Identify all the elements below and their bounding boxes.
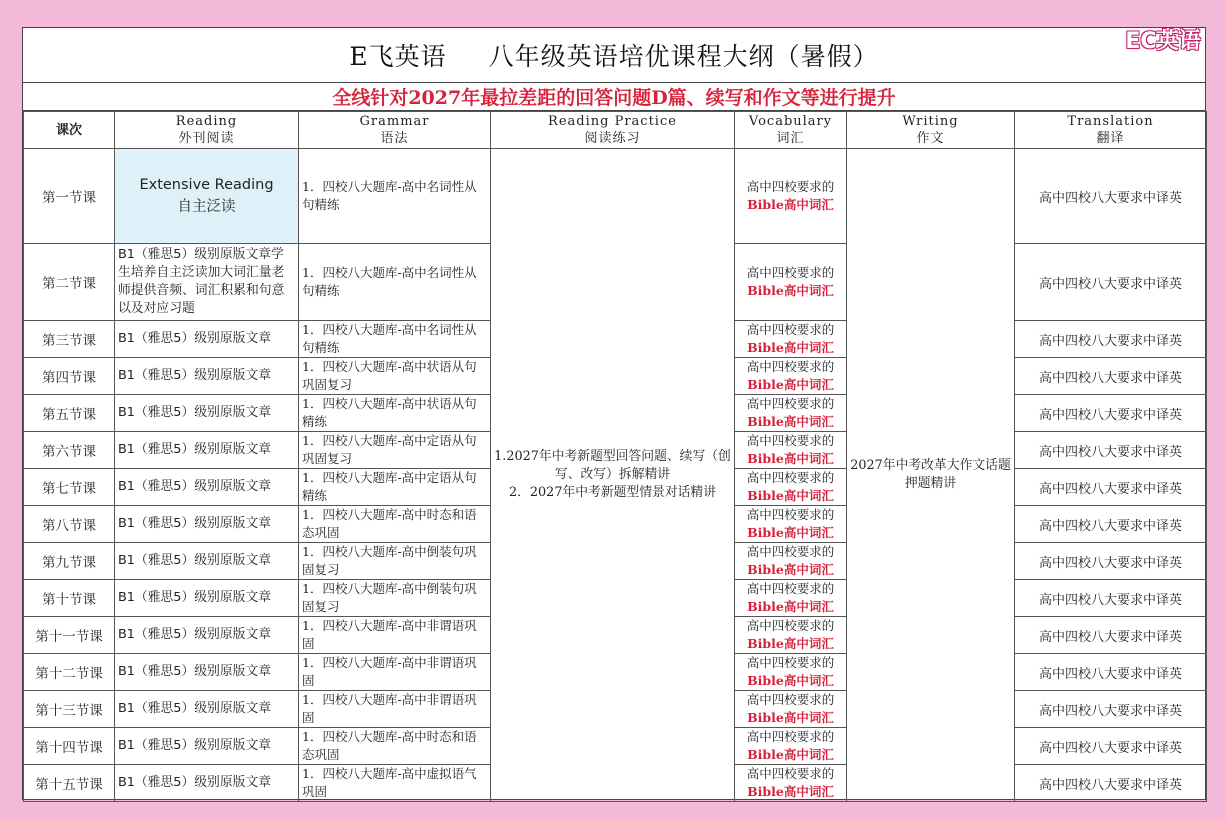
vocabulary-cell [735, 506, 847, 543]
vocab-line-1: 高中四校要求的 [746, 729, 835, 744]
title-brand: E飞英语 [349, 42, 447, 71]
lesson-cell: 第十三节课 [24, 691, 115, 728]
vocab-line-2: Bible高中词汇 [747, 377, 834, 392]
vocabulary-cell [735, 432, 847, 469]
grammar-cell: 1．四校八大题库-高中虚拟语气巩固 [299, 765, 491, 802]
header-writing: Writing 作文 [847, 112, 1015, 149]
vocab-line-1: 高中四校要求的 [746, 265, 835, 280]
header-translation: Translation 翻译 [1015, 112, 1207, 149]
lesson-cell: 第十节课 [24, 580, 115, 617]
translation-cell: 高中四校八大要求中译英 [1015, 506, 1207, 543]
practice-line-2: 2．2027年中考新题型情景对话精讲 [508, 485, 717, 500]
lesson-cell: 第一节课 [24, 149, 115, 244]
table-body [24, 149, 1207, 802]
grammar-cell: 1．四校八大题库-高中状语从句巩固复习 [299, 358, 491, 395]
vocab-line-1: 高中四校要求的 [746, 396, 835, 411]
reading-cell: B1（雅思5）级别原版文章 [115, 469, 299, 506]
reading-cell: B1（雅思5）级别原版文章 [115, 358, 299, 395]
vocab-line-1: 高中四校要求的 [746, 359, 835, 374]
lesson-cell: 第十一节课 [24, 617, 115, 654]
grammar-cell: 1．四校八大题库-高中非谓语巩固 [299, 617, 491, 654]
vocab-line-1: 高中四校要求的 [746, 581, 835, 596]
translation-cell: 高中四校八大要求中译英 [1015, 617, 1207, 654]
vocab-line-1: 高中四校要求的 [746, 692, 835, 707]
brand-logo: EC英语 [1125, 28, 1201, 54]
grammar-cell: 1．四校八大题库-高中名词性从句精练 [299, 321, 491, 358]
grammar-cell: 1．四校八大题库-高中时态和语态巩固 [299, 728, 491, 765]
vocab-line-1: 高中四校要求的 [746, 766, 835, 781]
grammar-cell: 1．四校八大题库-高中非谓语巩固 [299, 691, 491, 728]
vocab-line-1: 高中四校要求的 [746, 618, 835, 633]
grammar-cell: 1．四校八大题库-高中定语从句精练 [299, 469, 491, 506]
grammar-cell: 1．四校八大题库-高中定语从句巩固复习 [299, 432, 491, 469]
vocab-line-1: 高中四校要求的 [746, 655, 835, 670]
vocab-line-2: Bible高中词汇 [747, 340, 834, 355]
translation-cell: 高中四校八大要求中译英 [1015, 149, 1207, 244]
translation-cell: 高中四校八大要求中译英 [1015, 358, 1207, 395]
reading-cell-extensive [115, 149, 299, 244]
vocab-line-1: 高中四校要求的 [746, 433, 835, 448]
vocabulary-cell [735, 469, 847, 506]
vocab-line-2: Bible高中词汇 [747, 283, 834, 298]
table-row [24, 149, 1207, 244]
extensive-reading-en: Extensive Reading [139, 177, 274, 193]
vocab-line-2: Bible高中词汇 [747, 710, 834, 725]
syllabus-table [23, 111, 1207, 802]
vocab-line-1: 高中四校要求的 [746, 507, 835, 522]
lesson-cell: 第三节课 [24, 321, 115, 358]
translation-cell: 高中四校八大要求中译英 [1015, 580, 1207, 617]
vocabulary-cell [735, 321, 847, 358]
lesson-cell: 第四节课 [24, 358, 115, 395]
header-reading: Reading 外刊阅读 [115, 112, 299, 149]
header-lesson: 课次 [24, 112, 115, 149]
vocab-line-2: Bible高中词汇 [747, 525, 834, 540]
vocab-line-2: Bible高中词汇 [747, 562, 834, 577]
vocabulary-cell [735, 395, 847, 432]
vocab-line-1: 高中四校要求的 [746, 470, 835, 485]
vocabulary-cell [735, 358, 847, 395]
reading-cell: B1（雅思5）级别原版文章 [115, 765, 299, 802]
reading-cell: B1（雅思5）级别原版文章 [115, 728, 299, 765]
vocabulary-cell [735, 543, 847, 580]
vocabulary-cell [735, 691, 847, 728]
reading-cell: B1（雅思5）级别原版文章 [115, 395, 299, 432]
lesson-cell: 第八节课 [24, 506, 115, 543]
vocab-line-2: Bible高中词汇 [747, 414, 834, 429]
vocabulary-cell [735, 765, 847, 802]
title-main: 八年级英语培优课程大纲（暑假） [488, 42, 879, 71]
translation-cell: 高中四校八大要求中译英 [1015, 654, 1207, 691]
lesson-cell: 第十四节课 [24, 728, 115, 765]
grammar-cell: 1．四校八大题库-高中名词性从句精练 [299, 149, 491, 244]
vocabulary-cell [735, 654, 847, 691]
lesson-cell: 第五节课 [24, 395, 115, 432]
header-vocabulary: Vocabulary 词汇 [735, 112, 847, 149]
vocabulary-cell [735, 617, 847, 654]
vocab-line-2: Bible高中词汇 [747, 488, 834, 503]
vocab-line-2: Bible高中词汇 [747, 784, 834, 799]
reading-cell: B1（雅思5）级别原版文章 [115, 617, 299, 654]
lesson-cell: 第六节课 [24, 432, 115, 469]
translation-cell: 高中四校八大要求中译英 [1015, 432, 1207, 469]
vocab-line-2: Bible高中词汇 [747, 747, 834, 762]
vocabulary-cell [735, 244, 847, 321]
vocab-line-2: Bible高中词汇 [747, 197, 834, 212]
syllabus-sheet [22, 27, 1206, 800]
lesson-cell: 第九节课 [24, 543, 115, 580]
translation-cell: 高中四校八大要求中译英 [1015, 395, 1207, 432]
lesson-cell: 第二节课 [24, 244, 115, 321]
lesson-cell: 第十五节课 [24, 765, 115, 802]
vocab-line-2: Bible高中词汇 [747, 451, 834, 466]
header-row [24, 112, 1207, 149]
lesson-cell: 第十二节课 [24, 654, 115, 691]
writing-cell: 2027年中考改革大作文话题押题精讲 [847, 149, 1015, 802]
reading-cell-intro: B1（雅思5）级别原版文章学生培养自主泛读加大词汇量老师提供音频、词汇积累和句意以及对应习题 [115, 244, 299, 321]
reading-cell: B1（雅思5）级别原版文章 [115, 506, 299, 543]
translation-cell: 高中四校八大要求中译英 [1015, 543, 1207, 580]
translation-cell: 高中四校八大要求中译英 [1015, 469, 1207, 506]
grammar-cell: 1．四校八大题库-高中倒装句巩固复习 [299, 580, 491, 617]
extensive-reading-cn: 自主泛读 [177, 199, 236, 215]
page-title [23, 28, 1205, 83]
reading-cell: B1（雅思5）级别原版文章 [115, 543, 299, 580]
vocab-line-2: Bible高中词汇 [747, 599, 834, 614]
reading-cell: B1（雅思5）级别原版文章 [115, 580, 299, 617]
header-practice: Reading Practice 阅读练习 [491, 112, 735, 149]
translation-cell: 高中四校八大要求中译英 [1015, 321, 1207, 358]
reading-cell: B1（雅思5）级别原版文章 [115, 432, 299, 469]
translation-cell: 高中四校八大要求中译英 [1015, 691, 1207, 728]
vocabulary-cell [735, 728, 847, 765]
grammar-cell: 1．四校八大题库-高中时态和语态巩固 [299, 506, 491, 543]
vocab-line-2: Bible高中词汇 [747, 673, 834, 688]
lesson-cell: 第七节课 [24, 469, 115, 506]
reading-cell: B1（雅思5）级别原版文章 [115, 691, 299, 728]
translation-cell: 高中四校八大要求中译英 [1015, 244, 1207, 321]
header-grammar: Grammar 语法 [299, 112, 491, 149]
grammar-cell: 1．四校八大题库-高中状语从句精练 [299, 395, 491, 432]
vocab-line-1: 高中四校要求的 [746, 179, 835, 194]
reading-practice-cell [491, 149, 735, 802]
vocab-line-2: Bible高中词汇 [747, 636, 834, 651]
grammar-cell: 1．四校八大题库-高中非谓语巩固 [299, 654, 491, 691]
reading-cell: B1（雅思5）级别原版文章 [115, 654, 299, 691]
translation-cell: 高中四校八大要求中译英 [1015, 728, 1207, 765]
subtitle-banner: 全线针对2027年最拉差距的回答问题D篇、续写和作文等进行提升 [23, 83, 1205, 111]
vocabulary-cell [735, 580, 847, 617]
translation-cell: 高中四校八大要求中译英 [1015, 765, 1207, 802]
vocab-line-1: 高中四校要求的 [746, 322, 835, 337]
vocab-line-1: 高中四校要求的 [746, 544, 835, 559]
vocabulary-cell [735, 149, 847, 244]
grammar-cell: 1．四校八大题库-高中倒装句巩固复习 [299, 543, 491, 580]
practice-line-1: 1.2027年中考新题型回答问题、续写（创写、改写）拆解精讲 [494, 449, 731, 482]
reading-cell: B1（雅思5）级别原版文章 [115, 321, 299, 358]
grammar-cell: 1．四校八大题库-高中名词性从句精练 [299, 244, 491, 321]
